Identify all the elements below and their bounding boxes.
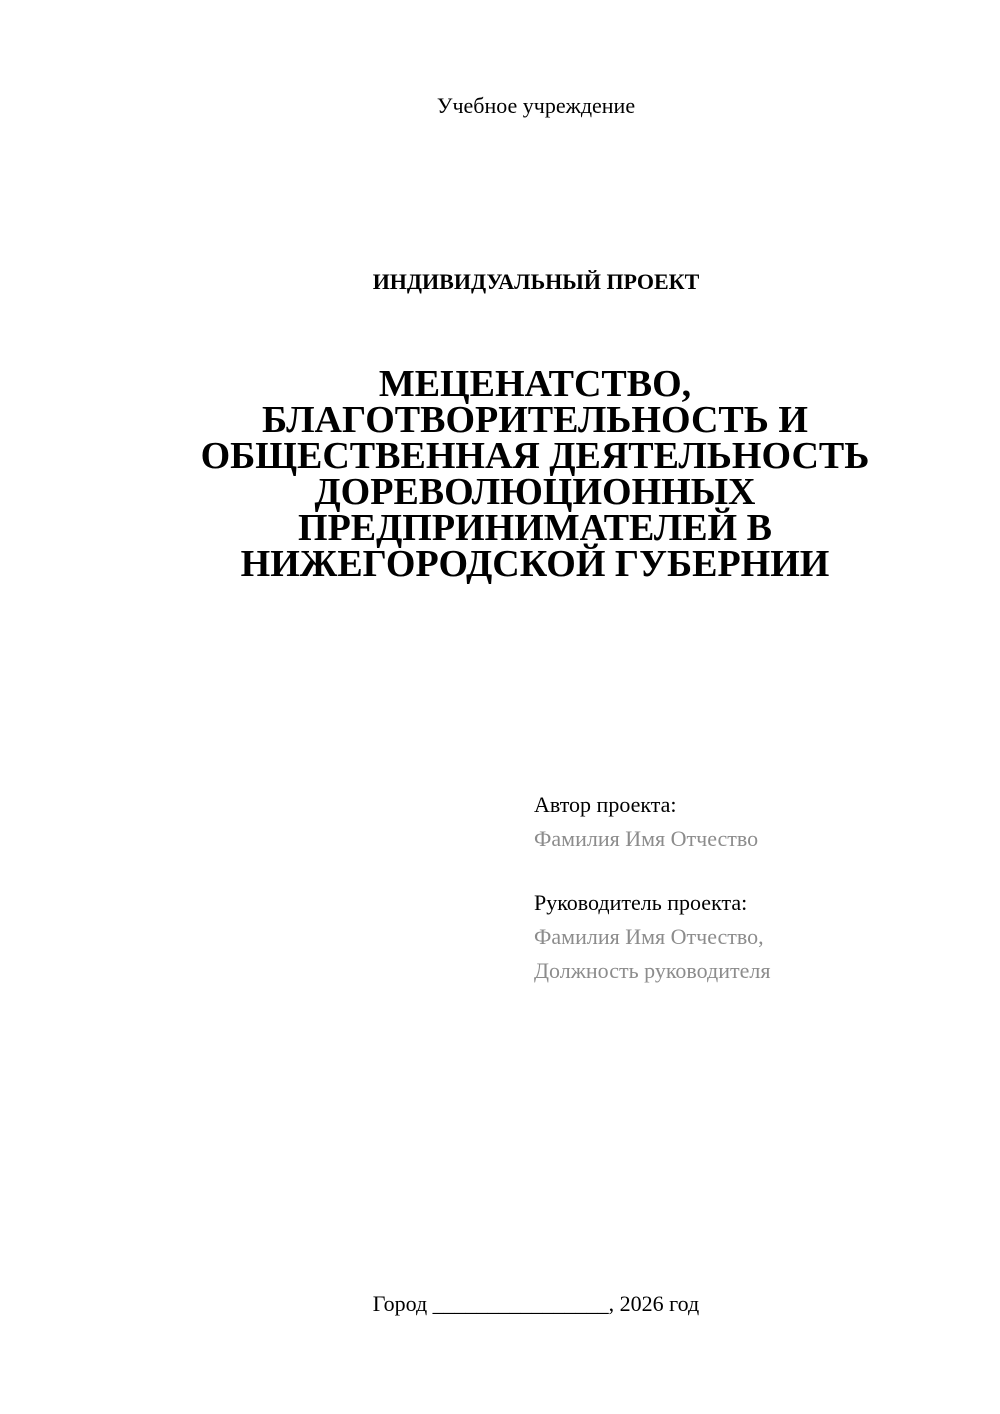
project-title-line: БЛАГОТВОРИТЕЛЬНОСТЬ И [262,399,808,441]
supervisor-name: Фамилия Имя Отчество, [534,924,764,949]
project-title-line: ПРЕДПРИНИМАТЕЛЕЙ В [298,507,772,549]
supervisor-position: Должность руководителя [534,958,771,983]
spacer [534,856,974,886]
project-title-line: МЕЦЕНАТСТВО, [378,363,692,405]
city-year-line: Город ________________, 2026 год [372,1291,700,1316]
project-title-line: ОБЩЕСТВЕННАЯ ДЕЯТЕЛЬНОСТЬ [200,435,870,477]
author-name: Фамилия Имя Отчество [534,826,759,851]
project-info-block [534,788,974,988]
project-title-line: НИЖЕГОРОДСКОЙ ГУБЕРНИИ [240,543,830,585]
project-title-line: ДОРЕВОЛЮЦИОННЫХ [314,471,756,513]
supervisor-label: Руководитель проекта: [534,890,748,915]
author-label: Автор проекта: [534,792,677,817]
project-type-heading: ИНДИВИДУАЛЬНЫЙ ПРОЕКТ [372,269,700,294]
institution-name: Учебное учреждение [436,93,636,118]
project-title [150,363,920,585]
